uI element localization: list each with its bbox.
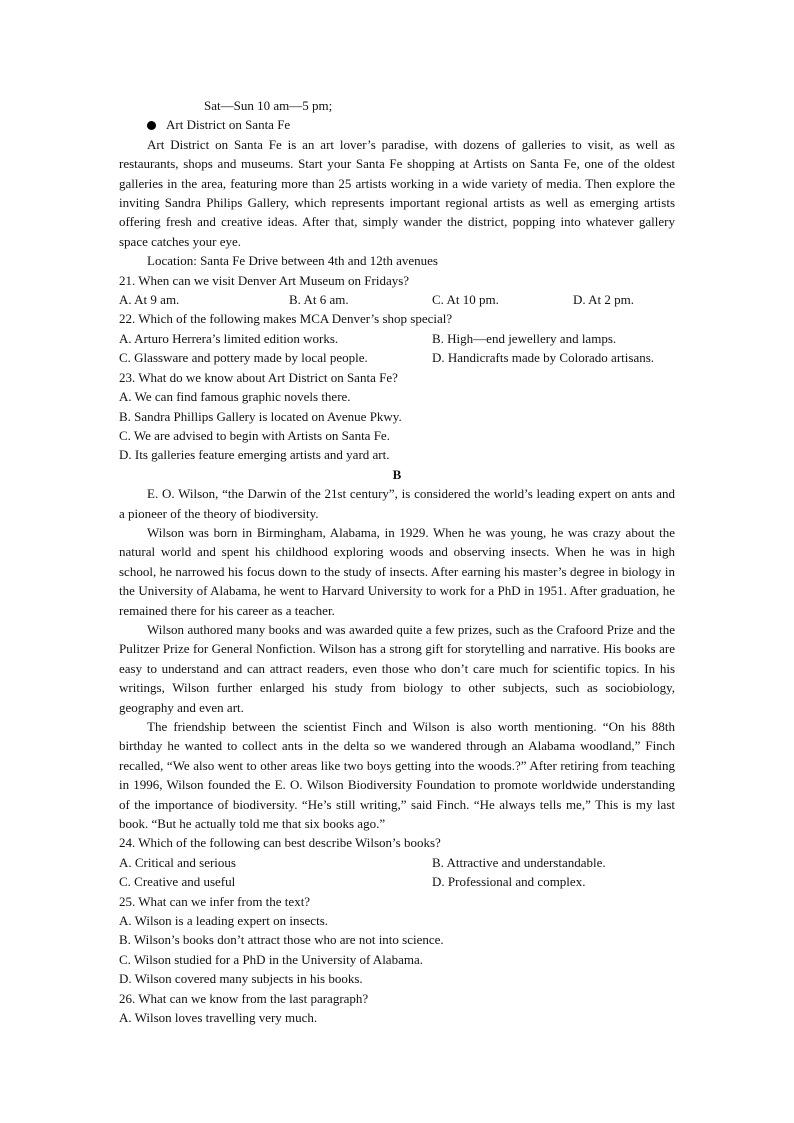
option-d[interactable]: D. At 2 pm. — [573, 292, 635, 308]
venue-location: Location: Santa Fe Drive between 4th and 12th avenues — [147, 253, 438, 269]
option-a[interactable]: A. Critical and serious — [119, 854, 236, 870]
option-b[interactable]: B. High—end jewellery and lamps. — [432, 330, 617, 346]
option-d[interactable]: D. Its galleries feature emerging artists and yard art. — [119, 447, 390, 463]
option-d[interactable]: D. Wilson covered many subjects in his books. — [119, 971, 363, 987]
option-d[interactable]: D. Professional and complex. — [432, 874, 586, 890]
option-row — [119, 853, 675, 872]
option-a[interactable]: A. Wilson is a leading expert on insects. — [119, 913, 329, 929]
question-stem: 21. When can we visit Denver Art Museum on Fridays? — [119, 272, 410, 288]
option-a[interactable]: A. We can find famous graphic novels there. — [119, 389, 351, 405]
question-stem: 23. What do we know about Art District on Santa Fe? — [119, 369, 398, 385]
paragraph: E. O. Wilson, “the Darwin of the 21st century”, is considered the world’s leading expert on ants and a pioneer of the theory of biodiversity. — [119, 486, 675, 521]
exam-page — [119, 96, 675, 1028]
option-row — [119, 872, 675, 891]
question-stem: 24. Which of the following can best describe Wilson’s books? — [119, 835, 441, 851]
option-c[interactable]: C. We are advised to begin with Artists on Santa Fe. — [119, 427, 390, 443]
option-b[interactable]: B. At 6 am. — [289, 292, 349, 308]
option-b[interactable]: B. Wilson’s books don’t attract those who are not into science. — [119, 932, 444, 948]
option-c[interactable]: C. Glassware and pottery made by local people. — [119, 350, 368, 366]
option-row — [119, 329, 675, 348]
option-row — [119, 290, 675, 309]
question-stem: 22. Which of the following makes MCA Denver’s shop special? — [119, 311, 453, 327]
option-b[interactable]: B. Sandra Phillips Gallery is located on Avenue Pkwy. — [119, 408, 402, 424]
question-stem: 26. What can we know from the last paragraph? — [119, 990, 369, 1006]
option-b[interactable]: B. Attractive and understandable. — [432, 854, 606, 870]
option-a[interactable]: A. At 9 am. — [119, 292, 180, 308]
option-d[interactable]: D. Handicrafts made by Colorado artisans. — [432, 350, 655, 366]
option-row — [119, 348, 675, 367]
opening-hours: Sat—Sun 10 am—5 pm; — [204, 98, 333, 113]
venue-description: Art District on Santa Fe is an art lover’s paradise, with dozens of galleries to visit, as well as restaurants, shops and museums. Start your Santa Fe shopping at Artists on Santa Fe, one of the oldest galleries in the area, featuring more than 25 artists working in a wide variety of media. Then explore the inviting Sandra Philips Gallery, which represents important regional artists as well as emerging artists offering fresh and creative ideas. After that, simply wander the district, popping into whatever gallery space catches your eye. — [119, 136, 675, 249]
section-label: B — [392, 466, 402, 482]
option-c[interactable]: C. Creative and useful — [119, 874, 236, 890]
bullet-icon — [147, 121, 156, 130]
venue-heading — [119, 115, 675, 134]
option-a[interactable]: A. Wilson loves travelling very much. — [119, 1010, 318, 1026]
paragraph: Wilson authored many books and was awarded quite a few prizes, such as the Crafoord Prize and the Pulitzer Prize for General Nonfiction. Wilson has a strong gift for storytelling and narrative. His books are easy to understand and can attract readers, even those who don’t care much for scientific topics. In his writings, Wilson further enlarged his study from biology to other subjects, such as sociobiology, geography and even art. — [119, 621, 675, 715]
venue-title: Art District on Santa Fe — [166, 117, 291, 133]
option-c[interactable]: C. At 10 pm. — [432, 292, 499, 308]
paragraph: Wilson was born in Birmingham, Alabama, in 1929. When he was young, he was crazy about the natural world and spent his childhood exploring woods and observing insects. When he was in high school, he narrowed his focus down to the study of insects. After earning his master’s degree in biology in the University of Alabama, he went to Harvard University to work for a PhD in 1951. After graduation, he remained there for his career as a teacher. — [119, 524, 675, 618]
paragraph: The friendship between the scientist Finch and Wilson is also worth mentioning. “On his 88th birthday he wanted to collect ants in the delta so we wandered through an Alabama woodland,” Finch recalled, “We also went to other areas like two boys getting into the woods.?” After retiring from teaching in 1996, Wilson founded the E. O. Wilson Biodiversity Foundation to promote worldwide understanding of the importance of biodiversity. “He’s still writing,” said Finch. “He always tells me,” This is my last book. “But he actually told me that six books ago.” — [119, 719, 675, 832]
question-stem: 25. What can we infer from the text? — [119, 893, 311, 909]
option-a[interactable]: A. Arturo Herrera’s limited edition works. — [119, 330, 339, 346]
option-c[interactable]: C. Wilson studied for a PhD in the University of Alabama. — [119, 951, 423, 967]
